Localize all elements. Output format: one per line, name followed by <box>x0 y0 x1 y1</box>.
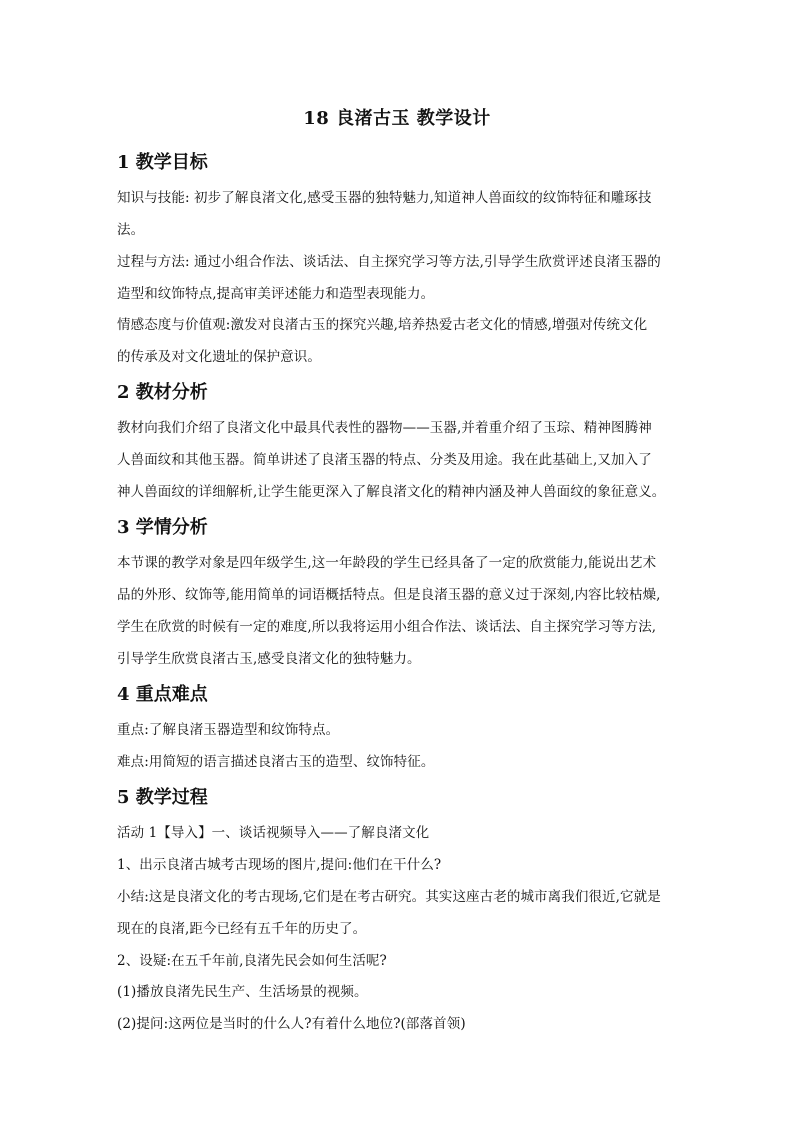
paragraph-line: 活动 1【导入】一、谈话视频导入——了解良渚文化 <box>117 825 430 841</box>
paragraph-line: 神人兽面纹的详细解析,让学生能更深入了解良渚文化的精神内涵及神人兽面纹的象征意义。 <box>117 484 666 500</box>
paragraph-line: 过程与方法: 通过小组合作法、谈话法、自主探究学习等方法,引导学生欣赏评述良渚玉器的 <box>117 254 661 270</box>
section-heading-learner-analysis: 3 学情分析 <box>117 517 208 538</box>
paragraph-line: (2)提问:这两位是当时的什么人?有着什么地位?(部落首领) <box>117 1016 466 1032</box>
paragraph-line: 重点:了解良渚玉器造型和纹饰特点。 <box>117 722 340 738</box>
section-heading-objectives: 1 教学目标 <box>117 152 208 173</box>
paragraph-line: 2、设疑:在五千年前,良渚先民会如何生活呢? <box>117 953 387 969</box>
paragraph-line: 引导学生欣赏良渚古玉,感受良渚文化的独特魅力。 <box>117 651 421 667</box>
paragraph-line: 知识与技能: 初步了解良渚文化,感受玉器的独特魅力,知道神人兽面纹的纹饰特征和雕琢技 <box>117 190 652 206</box>
paragraph-line: 人兽面纹和其他玉器。简单讲述了良渚玉器的特点、分类及用途。我在此基础上,又加入了 <box>117 452 652 468</box>
paragraph-line: 情感态度与价值观:激发对良渚古玉的探究兴趣,培养热爱古老文化的情感,增强对传统文化 <box>117 317 648 333</box>
paragraph-line: 教材向我们介绍了良渚文化中最具代表性的器物——玉器,并着重介绍了玉琮、精神图腾神 <box>117 420 652 436</box>
paragraph-line: 法。 <box>117 222 145 238</box>
paragraph-line: 1、出示良渚古城考古现场的图片,提问:他们在干什么? <box>117 857 442 873</box>
section-heading-textbook-analysis: 2 教材分析 <box>117 382 208 403</box>
paragraph-line: 本节课的教学对象是四年级学生,这一年龄段的学生已经具备了一定的欣赏能力,能说出艺术 <box>117 555 657 571</box>
paragraph-line: 现在的良渚,距今已经有五千年的历史了。 <box>117 921 367 937</box>
paragraph-line: (1)播放良渚先民生产、生活场景的视频。 <box>117 984 368 1000</box>
paragraph-line: 品的外形、纹饰等,能用简单的词语概括特点。但是良渚玉器的意义过于深刻,内容比较枯燥, <box>117 587 661 603</box>
section-heading-teaching-process: 5 教学过程 <box>117 787 208 808</box>
paragraph-line: 学生在欣赏的时候有一定的难度,所以我将运用小组合作法、谈话法、自主探究学习等方法, <box>117 619 657 635</box>
section-heading-key-points: 4 重点难点 <box>117 684 208 705</box>
paragraph-line: 小结:这是良渚文化的考古现场,它们是在考古研究。其实这座古老的城市离我们很近,它就是 <box>117 889 661 905</box>
paragraph-line: 的传承及对文化遗址的保护意识。 <box>117 349 321 365</box>
document-title: 18 良渚古玉 教学设计 <box>303 108 491 129</box>
paragraph-line: 造型和纹饰特点,提高审美评述能力和造型表现能力。 <box>117 286 435 302</box>
paragraph-line: 难点:用简短的语言描述良渚古玉的造型、纹饰特征。 <box>117 754 435 770</box>
